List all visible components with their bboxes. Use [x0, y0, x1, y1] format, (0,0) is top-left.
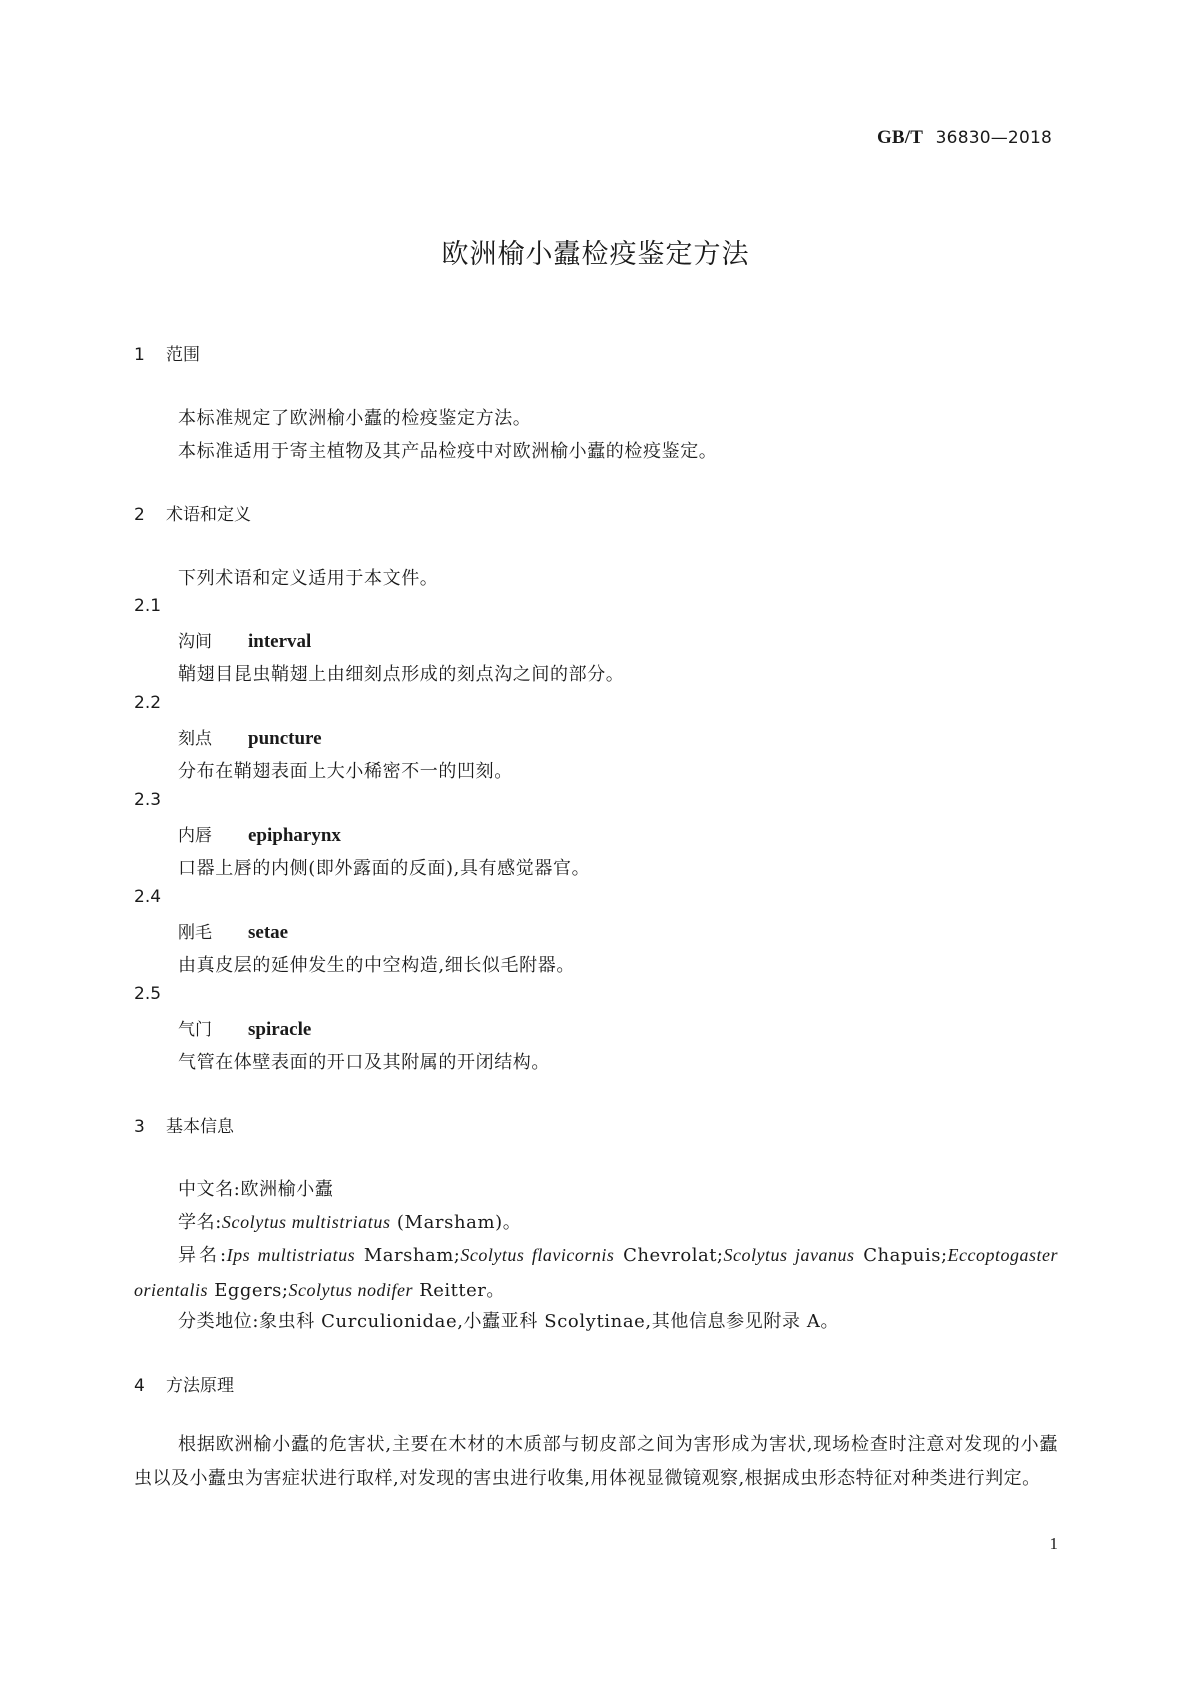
term-definition: 气管在体壁表面的开口及其附属的开闭结构。 [178, 1052, 550, 1073]
label: 异名: [178, 1245, 227, 1266]
latin-name: Scolytus multistriatus [221, 1212, 391, 1232]
scope-paragraph-2: 本标准适用于寄主植物及其产品检疫中对欧洲榆小蠹的检疫鉴定。 [178, 441, 718, 462]
term-english: setae [248, 922, 289, 943]
synonym-3: Scolytus javanus [723, 1245, 855, 1265]
section-1-heading [134, 340, 200, 365]
term-english: interval [248, 631, 312, 652]
synonym-1: Ips multistriatus [226, 1245, 356, 1265]
standard-number: 36830—2018 [935, 128, 1052, 148]
page-number: 1 [1049, 1534, 1058, 1553]
term-entry [178, 627, 311, 653]
section-number: 2 [134, 505, 145, 525]
terms-intro: 下列术语和定义适用于本文件。 [178, 568, 439, 589]
term-chinese: 内唇 [178, 826, 212, 846]
term-english: spiracle [248, 1019, 312, 1040]
section-3-heading [134, 1112, 234, 1137]
term-english: epipharynx [248, 825, 341, 846]
author: Marsham; [355, 1245, 461, 1266]
term-number: 2.2 [134, 693, 162, 713]
section-title: 术语和定义 [166, 505, 251, 525]
term-number: 2.5 [134, 984, 162, 1004]
term-definition: 鞘翅目昆虫鞘翅上由细刻点形成的刻点沟之间的部分。 [178, 664, 625, 685]
term-number: 2.1 [134, 596, 162, 616]
section-title: 方法原理 [166, 1376, 234, 1396]
term-chinese: 沟间 [178, 632, 212, 652]
chinese-name: 中文名:欧洲榆小蠹 [178, 1179, 334, 1200]
section-title: 范围 [166, 345, 200, 365]
term-english: puncture [248, 728, 322, 749]
term-chinese: 气门 [178, 1020, 212, 1040]
synonyms [134, 1238, 1058, 1308]
author: Chapuis; [854, 1245, 948, 1266]
section-4-heading [134, 1371, 234, 1396]
author: Chevrolat; [614, 1245, 724, 1266]
author: Eggers; [208, 1280, 289, 1301]
standard-prefix: GB/T [876, 127, 924, 148]
author: (Marsham)。 [390, 1212, 522, 1233]
term-definition: 口器上唇的内侧(即外露面的反面),具有感觉器官。 [178, 858, 591, 879]
section-number: 4 [134, 1376, 145, 1396]
term-chinese: 刚毛 [178, 923, 212, 943]
term-entry [178, 724, 322, 750]
author: Reitter。 [412, 1280, 505, 1301]
section-title: 基本信息 [166, 1117, 234, 1137]
standard-code [877, 126, 1052, 149]
term-chinese: 刻点 [178, 729, 212, 749]
taxonomy: 分类地位:象虫科 Curculionidae,小蠹亚科 Scolytinae,其他信息参见附录 A。 [178, 1311, 840, 1332]
term-number: 2.4 [134, 887, 162, 907]
synonym-2: Scolytus flavicornis [460, 1245, 615, 1265]
section-number: 3 [134, 1117, 145, 1137]
label: 学名: [178, 1212, 222, 1233]
section-2-heading [134, 500, 251, 525]
term-entry [178, 1015, 311, 1041]
synonym-5: Scolytus nodifer [288, 1280, 413, 1300]
term-entry [178, 918, 288, 944]
term-entry [178, 821, 341, 847]
term-definition: 分布在鞘翅表面上大小稀密不一的凹刻。 [178, 761, 513, 782]
method-principle-paragraph: 根据欧洲榆小蠹的危害状,主要在木材的木质部与韧皮部之间为害形成为害状,现场检查时注意对发现的小蠹虫以及小蠹虫为害症状进行取样,对发现的害虫进行收集,用体视显微镜观察,根据成虫形态特征对种类进行判定。 [134, 1434, 1058, 1489]
scientific-name [178, 1208, 521, 1234]
document-title: 欧洲榆小蠹检疫鉴定方法 [441, 239, 750, 270]
term-definition: 由真皮层的延伸发生的中空构造,细长似毛附器。 [178, 955, 575, 976]
scope-paragraph-1: 本标准规定了欧洲榆小蠹的检疫鉴定方法。 [178, 408, 532, 429]
synonym-4: Eccoptogaster orientalis [134, 1245, 1058, 1300]
section-number: 1 [134, 345, 145, 365]
term-number: 2.3 [134, 790, 162, 810]
